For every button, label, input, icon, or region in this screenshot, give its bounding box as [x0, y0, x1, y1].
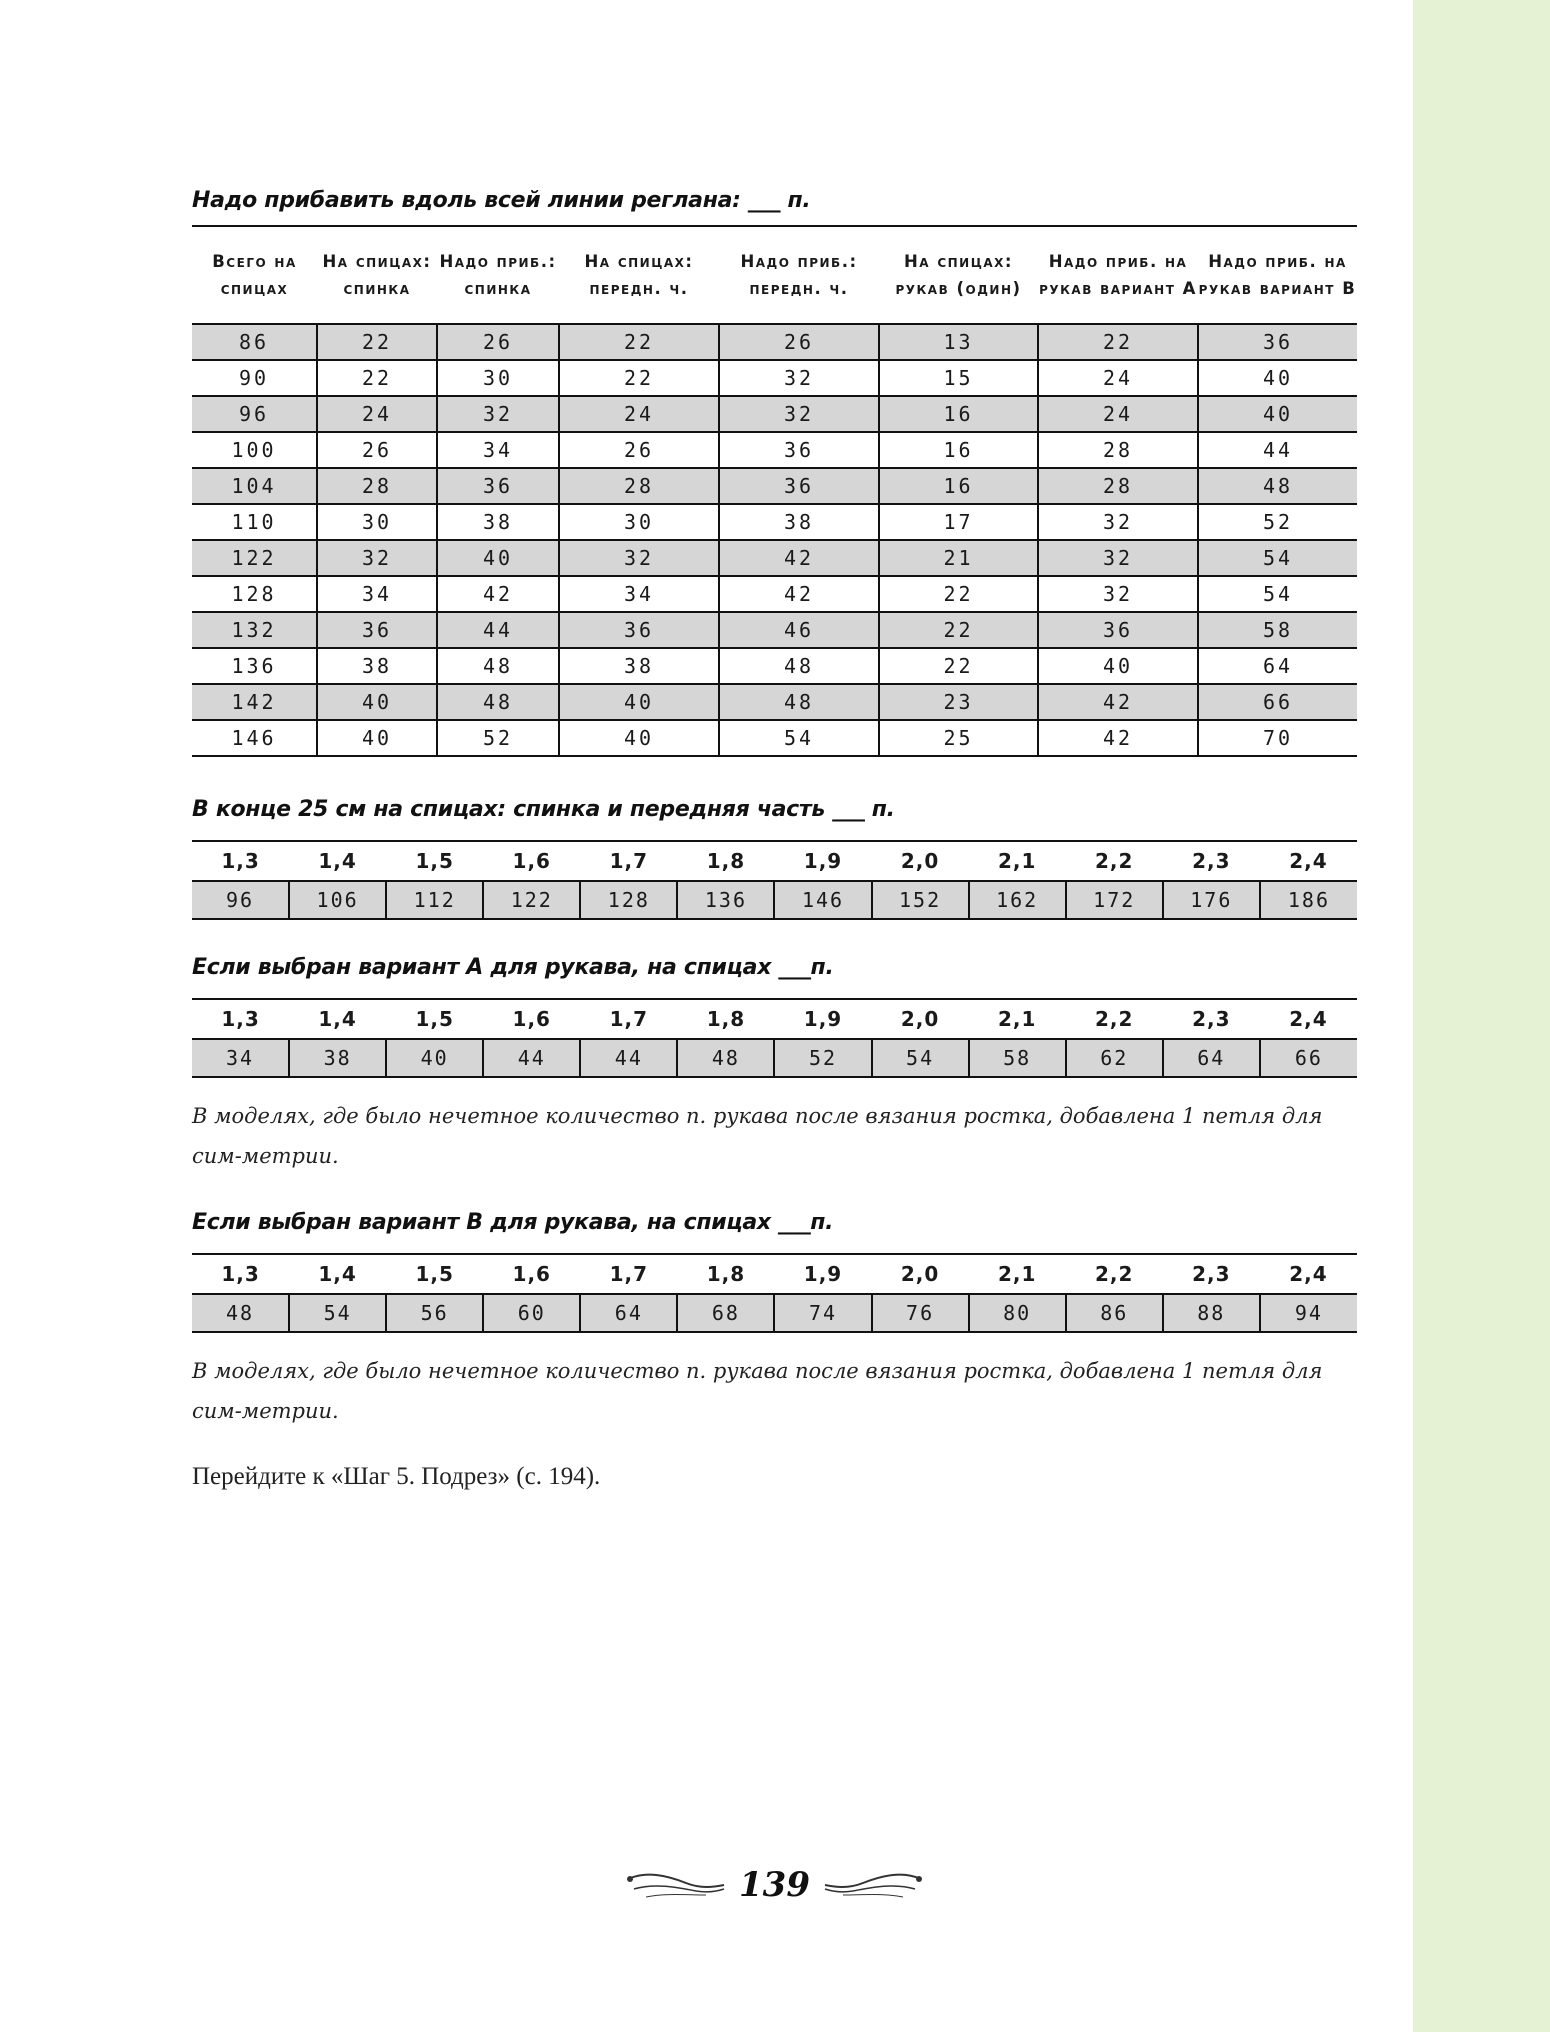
gauge-header-cell: 2,3 [1163, 841, 1260, 881]
table-cell: 22 [879, 576, 1038, 612]
table-cell: 40 [559, 684, 719, 720]
table-cell: 34 [317, 576, 437, 612]
table-cell: 96 [192, 396, 317, 432]
gauge-header-cell: 2,4 [1260, 999, 1357, 1039]
body-values-row [192, 881, 1357, 919]
value-cell: 152 [872, 881, 969, 919]
table-cell: 32 [1038, 504, 1198, 540]
table-cell: 28 [1038, 468, 1198, 504]
gauge-header-cell: 1,7 [580, 999, 677, 1039]
table-cell: 32 [1038, 540, 1198, 576]
table-cell: 132 [192, 612, 317, 648]
table-row [192, 612, 1357, 648]
table-cell: 25 [879, 720, 1038, 756]
table-row [192, 684, 1357, 720]
table-cell: 52 [437, 720, 559, 756]
table-cell: 48 [1198, 468, 1357, 504]
page-number-block [192, 1865, 1357, 1905]
raglan-col-header: На спицах: спинка [317, 226, 437, 324]
table-cell: 32 [719, 360, 879, 396]
table-cell: 17 [879, 504, 1038, 540]
goto-step-text: Перейдите к «Шаг 5. Подрез» (с. 194). [192, 1463, 601, 1490]
table-cell: 40 [437, 540, 559, 576]
value-cell: 48 [677, 1039, 774, 1077]
raglan-col-header: Надо приб. на рукав вариант В [1198, 226, 1357, 324]
sleeve-b-heading: Если выбран вариант В для рукава, на спицах ___п. [192, 1210, 834, 1235]
table-cell: 58 [1198, 612, 1357, 648]
value-cell: 176 [1163, 881, 1260, 919]
gauge-header-cell: 1,7 [580, 841, 677, 881]
table-row [192, 432, 1357, 468]
table-cell: 16 [879, 432, 1038, 468]
value-cell: 56 [386, 1294, 483, 1332]
value-cell: 40 [386, 1039, 483, 1077]
gauge-header-cell: 1,3 [192, 999, 289, 1039]
value-cell: 64 [1163, 1039, 1260, 1077]
value-cell: 58 [969, 1039, 1066, 1077]
gauge-header-cell: 2,1 [969, 841, 1066, 881]
table-cell: 32 [559, 540, 719, 576]
raglan-table-body [192, 324, 1357, 756]
table-cell: 40 [559, 720, 719, 756]
table-cell: 38 [437, 504, 559, 540]
raglan-col-header: На спицах: передн. ч. [559, 226, 719, 324]
table-cell: 36 [719, 432, 879, 468]
table-cell: 28 [1038, 432, 1198, 468]
gauge-header-cell: 2,2 [1066, 841, 1163, 881]
value-cell: 60 [483, 1294, 580, 1332]
table-row [192, 648, 1357, 684]
value-cell: 88 [1163, 1294, 1260, 1332]
raglan-table [192, 225, 1357, 757]
table-cell: 42 [719, 540, 879, 576]
value-cell: 64 [580, 1294, 677, 1332]
table-cell: 26 [559, 432, 719, 468]
table-cell: 15 [879, 360, 1038, 396]
table-row [192, 540, 1357, 576]
table-cell: 16 [879, 396, 1038, 432]
table-cell: 32 [437, 396, 559, 432]
sleeve-a-table [192, 998, 1357, 1078]
table-cell: 30 [437, 360, 559, 396]
value-cell: 44 [483, 1039, 580, 1077]
table-cell: 36 [317, 612, 437, 648]
table-cell: 32 [317, 540, 437, 576]
table-cell: 42 [719, 576, 879, 612]
value-cell: 54 [289, 1294, 386, 1332]
gauge-header-cell: 2,1 [969, 999, 1066, 1039]
table-cell: 24 [1038, 360, 1198, 396]
gauge-header-cell: 2,0 [872, 841, 969, 881]
table-cell: 40 [1198, 396, 1357, 432]
body-stitches-table [192, 840, 1357, 920]
table-cell: 30 [559, 504, 719, 540]
table-cell: 48 [719, 684, 879, 720]
value-cell: 48 [192, 1294, 289, 1332]
table-cell: 122 [192, 540, 317, 576]
table-row [192, 468, 1357, 504]
gauge-header-cell: 1,8 [677, 841, 774, 881]
table-cell: 32 [719, 396, 879, 432]
page-number: 139 [739, 1865, 810, 1905]
table-cell: 66 [1198, 684, 1357, 720]
value-cell: 52 [774, 1039, 871, 1077]
gauge-header-cell: 1,5 [386, 1254, 483, 1294]
left-flourish-icon [626, 1865, 726, 1905]
value-cell: 54 [872, 1039, 969, 1077]
table-cell: 100 [192, 432, 317, 468]
table-row [192, 720, 1357, 756]
page-side-band [1413, 0, 1550, 2032]
table-cell: 28 [559, 468, 719, 504]
value-cell: 66 [1260, 1039, 1357, 1077]
table-cell: 52 [1198, 504, 1357, 540]
gauge-header-cell: 2,4 [1260, 841, 1357, 881]
table-cell: 13 [879, 324, 1038, 360]
table-cell: 104 [192, 468, 317, 504]
gauge-header-cell: 1,3 [192, 841, 289, 881]
table-cell: 86 [192, 324, 317, 360]
gauge-header-cell: 1,9 [774, 999, 871, 1039]
gauge-header-cell: 1,6 [483, 841, 580, 881]
raglan-col-header: Надо приб.: передн. ч. [719, 226, 879, 324]
gauge-header-cell: 1,4 [289, 841, 386, 881]
table-cell: 36 [1038, 612, 1198, 648]
table-cell: 40 [1198, 360, 1357, 396]
gauge-header-cell: 2,4 [1260, 1254, 1357, 1294]
table-cell: 38 [317, 648, 437, 684]
gauge-header-cell: 2,0 [872, 1254, 969, 1294]
value-cell: 86 [1066, 1294, 1163, 1332]
table-cell: 26 [437, 324, 559, 360]
table-cell: 30 [317, 504, 437, 540]
gauge-header-cell: 2,0 [872, 999, 969, 1039]
value-cell: 106 [289, 881, 386, 919]
gauge-header-cell: 1,3 [192, 1254, 289, 1294]
table-cell: 44 [437, 612, 559, 648]
table-cell: 22 [559, 324, 719, 360]
gauge-header-cell: 1,8 [677, 1254, 774, 1294]
value-cell: 128 [580, 881, 677, 919]
value-cell: 94 [1260, 1294, 1357, 1332]
table-cell: 24 [317, 396, 437, 432]
table-cell: 36 [437, 468, 559, 504]
value-cell: 122 [483, 881, 580, 919]
table-cell: 38 [559, 648, 719, 684]
table-cell: 136 [192, 648, 317, 684]
raglan-col-header: Надо приб.: спинка [437, 226, 559, 324]
table-row [192, 360, 1357, 396]
table-cell: 90 [192, 360, 317, 396]
gauge-header-cell: 1,5 [386, 841, 483, 881]
gauge-header-cell: 1,9 [774, 841, 871, 881]
table-cell: 54 [1198, 576, 1357, 612]
table-cell: 21 [879, 540, 1038, 576]
gauge-header-row [192, 841, 1357, 881]
table-cell: 26 [719, 324, 879, 360]
gauge-header-cell: 2,3 [1163, 999, 1260, 1039]
table-cell: 54 [719, 720, 879, 756]
gauge-header-cell: 2,2 [1066, 1254, 1163, 1294]
gauge-header-cell: 2,2 [1066, 999, 1163, 1039]
raglan-col-header: Всего на спицах [192, 226, 317, 324]
value-cell: 74 [774, 1294, 871, 1332]
value-cell: 38 [289, 1039, 386, 1077]
raglan-col-header: На спицах: рукав (один) [879, 226, 1038, 324]
table-row [192, 324, 1357, 360]
table-cell: 46 [719, 612, 879, 648]
table-row [192, 504, 1357, 540]
table-cell: 44 [1198, 432, 1357, 468]
value-cell: 80 [969, 1294, 1066, 1332]
raglan-table-header [192, 226, 1357, 324]
table-cell: 40 [317, 684, 437, 720]
table-cell: 36 [559, 612, 719, 648]
table-cell: 22 [879, 648, 1038, 684]
table-cell: 128 [192, 576, 317, 612]
table-cell: 40 [1038, 648, 1198, 684]
raglan-col-header: Надо приб. на рукав вариант А [1038, 226, 1198, 324]
value-cell: 136 [677, 881, 774, 919]
table-cell: 38 [719, 504, 879, 540]
value-cell: 62 [1066, 1039, 1163, 1077]
gauge-header-cell: 2,3 [1163, 1254, 1260, 1294]
table-cell: 22 [559, 360, 719, 396]
table-cell: 48 [437, 684, 559, 720]
gauge-header-cell: 1,5 [386, 999, 483, 1039]
table-cell: 22 [317, 360, 437, 396]
table-cell: 22 [1038, 324, 1198, 360]
value-cell: 34 [192, 1039, 289, 1077]
value-cell: 186 [1260, 881, 1357, 919]
table-cell: 36 [1198, 324, 1357, 360]
table-cell: 16 [879, 468, 1038, 504]
gauge-header-cell: 2,1 [969, 1254, 1066, 1294]
value-cell: 68 [677, 1294, 774, 1332]
sleeve-a-note: В моделях, где было нечетное количество п. рукава после вязания ростка, добавлена 1 петля для сим-метрии. [192, 1104, 1323, 1168]
table-cell: 48 [719, 648, 879, 684]
table-row [192, 396, 1357, 432]
sleeve-b-table [192, 1253, 1357, 1333]
table-cell: 48 [437, 648, 559, 684]
table-cell: 142 [192, 684, 317, 720]
right-flourish-icon [823, 1865, 923, 1905]
gauge-header-row [192, 999, 1357, 1039]
sleeve-b-values-row [192, 1294, 1357, 1332]
sleeve-a-values-row [192, 1039, 1357, 1077]
value-cell: 112 [386, 881, 483, 919]
sleeve-b-note: В моделях, где было нечетное количество п. рукава после вязания ростка, добавлена 1 петля для сим-метрии. [192, 1359, 1323, 1423]
table-cell: 146 [192, 720, 317, 756]
gauge-header-cell: 1,4 [289, 999, 386, 1039]
raglan-heading: Надо прибавить вдоль всей линии реглана: ___ п. [192, 188, 811, 213]
table-cell: 34 [559, 576, 719, 612]
gauge-header-cell: 1,7 [580, 1254, 677, 1294]
table-cell: 54 [1198, 540, 1357, 576]
gauge-header-cell: 1,9 [774, 1254, 871, 1294]
table-cell: 36 [719, 468, 879, 504]
table-row [192, 576, 1357, 612]
table-cell: 32 [1038, 576, 1198, 612]
value-cell: 172 [1066, 881, 1163, 919]
gauge-header-cell: 1,8 [677, 999, 774, 1039]
gauge-header-row [192, 1254, 1357, 1294]
table-cell: 110 [192, 504, 317, 540]
table-cell: 34 [437, 432, 559, 468]
value-cell: 44 [580, 1039, 677, 1077]
gauge-header-cell: 1,6 [483, 1254, 580, 1294]
table-cell: 28 [317, 468, 437, 504]
body-stitches-heading: В конце 25 см на спицах: спинка и передняя часть ___ п. [192, 797, 895, 822]
value-cell: 162 [969, 881, 1066, 919]
value-cell: 76 [872, 1294, 969, 1332]
gauge-header-cell: 1,6 [483, 999, 580, 1039]
table-cell: 70 [1198, 720, 1357, 756]
value-cell: 96 [192, 881, 289, 919]
gauge-header-cell: 1,4 [289, 1254, 386, 1294]
table-cell: 26 [317, 432, 437, 468]
table-cell: 22 [317, 324, 437, 360]
table-cell: 24 [1038, 396, 1198, 432]
table-cell: 40 [317, 720, 437, 756]
table-cell: 42 [1038, 684, 1198, 720]
table-cell: 22 [879, 612, 1038, 648]
table-cell: 23 [879, 684, 1038, 720]
value-cell: 146 [774, 881, 871, 919]
table-cell: 64 [1198, 648, 1357, 684]
sleeve-a-heading: Если выбран вариант А для рукава, на спицах ___п. [192, 955, 834, 980]
table-cell: 42 [1038, 720, 1198, 756]
table-cell: 24 [559, 396, 719, 432]
table-cell: 42 [437, 576, 559, 612]
